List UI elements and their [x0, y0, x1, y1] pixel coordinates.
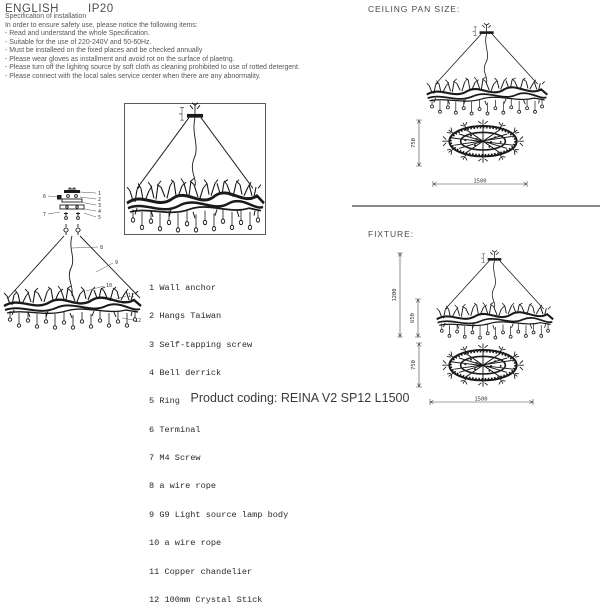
- parts-list-item: 4 Bell derrick: [149, 367, 222, 378]
- parts-list-item: 5 Ring: [149, 396, 180, 407]
- callout-2: 2: [98, 197, 102, 203]
- parts-list-item: 7 M4 Screw: [149, 453, 201, 464]
- ceiling-pan-depth-dim: 750: [411, 138, 417, 148]
- spec-title: Specification of installation: [5, 13, 87, 20]
- spec-item: - Must be installeed on the fixed places and be checked annually: [5, 47, 203, 55]
- spec-item: - Please connect with the local sales service center when there are any abnormality.: [5, 72, 261, 80]
- fixture-side-view: [388, 248, 558, 348]
- fixture-width-dim: 1500: [474, 396, 488, 403]
- callout-1: 1: [98, 191, 102, 197]
- callout-7: 7: [43, 212, 47, 218]
- ceiling-pan-width-dim: 1500: [473, 178, 487, 185]
- chandelier-overview-frame: [124, 103, 266, 235]
- product-coding-label: Product coding: REINA V2 SP12 L1500: [190, 391, 410, 405]
- language-label: ENGLISH: [5, 3, 59, 15]
- callout-5: 5: [98, 215, 102, 221]
- callout-10: 10: [106, 283, 113, 289]
- spec-item: - Read and understand the whole Specification.: [5, 30, 150, 38]
- chandelier-overview-drawing: [125, 104, 265, 233]
- callout-4: 4: [98, 209, 102, 215]
- parts-list-item: 10 a wire rope: [149, 538, 222, 549]
- spec-item: - Suitable for the use of 220-240V and 50-60Hz.: [5, 38, 152, 46]
- specification-block: [5, 13, 300, 81]
- callout-8: 8: [100, 245, 104, 251]
- dimension-lines: [416, 120, 527, 187]
- fixture-body-height-dim: 650: [410, 313, 416, 323]
- callout-9: 9: [115, 260, 119, 266]
- spec-item: - Please wear gloves as installment and avoid rot on the surface of plaetng.: [5, 55, 235, 63]
- ceiling-pan-top-view: [405, 112, 555, 207]
- parts-list-item: 1 Wall anchor: [149, 282, 217, 293]
- ip-rating-label: IP20: [88, 3, 114, 15]
- parts-list: [149, 265, 288, 615]
- dimension-lines: [397, 253, 421, 337]
- parts-list-item: 8 a wire rope: [149, 481, 217, 492]
- callout-6: 6: [43, 194, 47, 200]
- spec-intro: In order to ensure safety use, please notice the following items:: [5, 21, 198, 29]
- fixture-title: FIXTURE:: [368, 229, 414, 239]
- parts-list-item: 9 G9 Light source lamp body: [149, 509, 289, 520]
- ceiling-pan-size-title: CEILING PAN SIZE:: [368, 4, 461, 14]
- parts-list-item: 3 Self-tapping screw: [149, 339, 253, 350]
- callout-3: 3: [98, 203, 102, 209]
- parts-list-item: 11 Copper chandelier: [149, 566, 253, 577]
- parts-list-item: 6 Terminal: [149, 424, 201, 435]
- fixture-depth-dim: 750: [411, 360, 417, 370]
- fixture-overall-height-dim: 1200: [392, 288, 398, 302]
- mounting-hardware-drawing: [57, 187, 84, 235]
- suspension-wires-drawing: [8, 236, 140, 298]
- spec-item: - Please turn off the lighitng source by soft cloth as cleaning prohibited to use of rotted detergent.: [5, 64, 300, 72]
- parts-list-item: 12 100mm Crystal Stick: [149, 594, 263, 605]
- callout-12: 12: [135, 318, 142, 324]
- ceiling-pan-side-view: [425, 24, 555, 116]
- parts-list-item: 2 Hangs Taiwan: [149, 311, 222, 322]
- callout-11: 11: [128, 293, 135, 299]
- section-divider: [352, 205, 600, 207]
